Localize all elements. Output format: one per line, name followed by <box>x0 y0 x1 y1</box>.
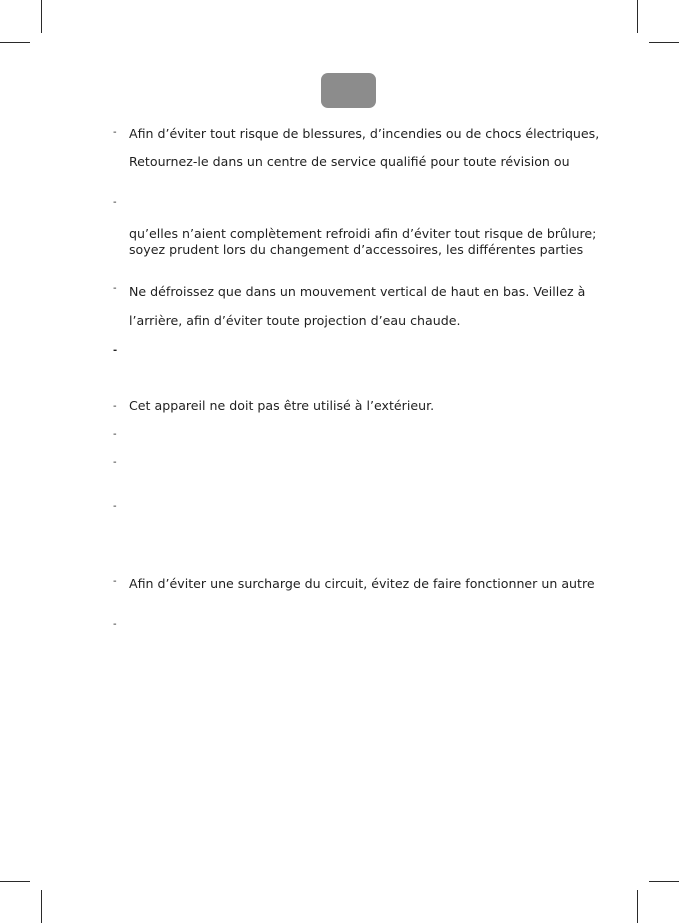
bullet-dash: - <box>113 401 117 412</box>
text-line: Retournez-le dans un centre de service qualifié pour toute révision ou <box>129 154 570 169</box>
bullet-dash: - <box>113 576 117 587</box>
bullet-dash: - <box>113 619 117 630</box>
crop-mark-bottom-right-horizontal <box>649 881 679 882</box>
bullet-dash: - <box>113 501 117 512</box>
text-line: Afin d’éviter une surcharge du circuit, évitez de faire fonctionner un autre <box>129 576 595 591</box>
text-line: qu’elles n’aient complètement refroidi afin d’éviter tout risque de brûlure; <box>129 226 597 241</box>
text-line: Cet appareil ne doit pas être utilisé à l’extérieur. <box>129 398 435 413</box>
bullet-dash: - <box>113 197 117 208</box>
bullet-dash: - <box>113 283 117 294</box>
page-number-badge <box>321 73 376 108</box>
bullet-dash: - <box>113 345 118 356</box>
bullet-dash: - <box>113 127 117 138</box>
text-line: l’arrière, afin d’éviter toute projection d’eau chaude. <box>129 313 461 328</box>
text-line: Afin d’éviter tout risque de blessures, d’incendies ou de chocs électriques, <box>129 126 600 141</box>
bullet-dash: - <box>113 457 117 468</box>
crop-mark-top-right-horizontal <box>649 42 679 43</box>
crop-mark-bottom-left-vertical <box>41 890 42 923</box>
crop-mark-top-left-vertical <box>41 0 42 33</box>
crop-mark-bottom-left-horizontal <box>0 881 30 882</box>
text-line: Ne défroissez que dans un mouvement vertical de haut en bas. Veillez à <box>129 284 586 299</box>
bullet-dash: - <box>113 429 117 440</box>
crop-mark-bottom-right-vertical <box>637 890 638 923</box>
crop-mark-top-right-vertical <box>637 0 638 33</box>
crop-mark-top-left-horizontal <box>0 42 30 43</box>
text-line: soyez prudent lors du changement d’accessoires, les différentes parties <box>129 242 584 257</box>
